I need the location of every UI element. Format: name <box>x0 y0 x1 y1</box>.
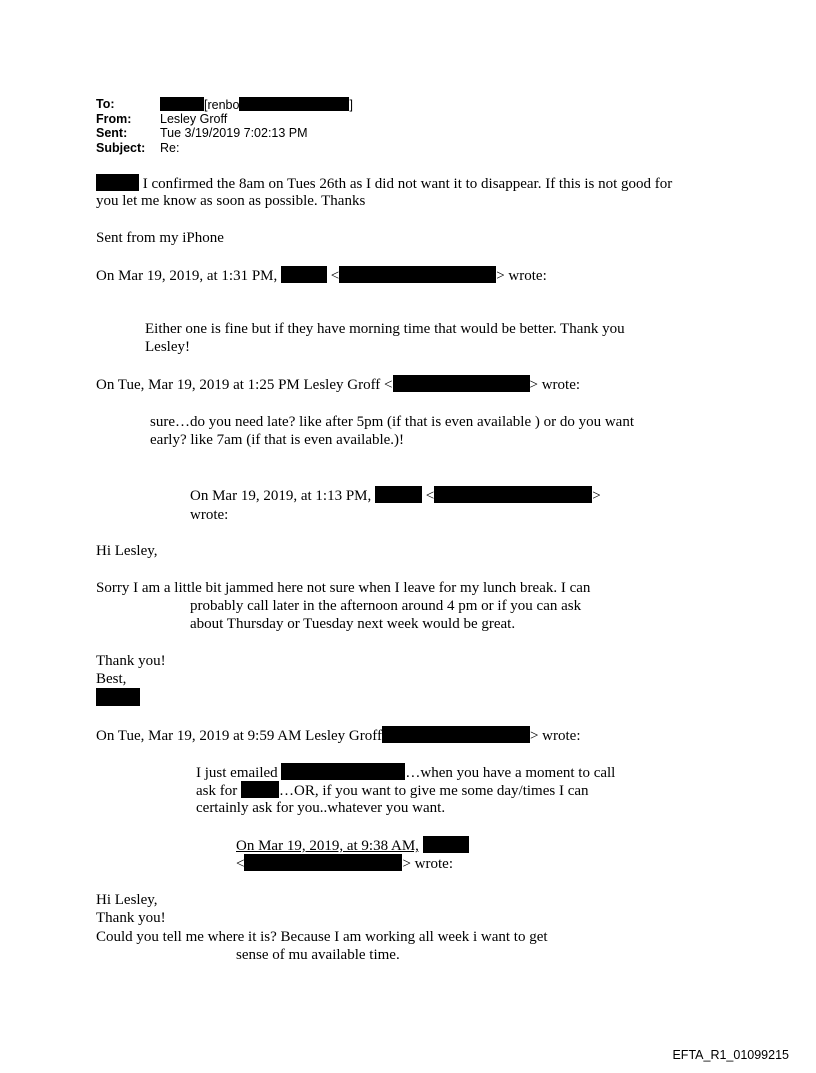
redaction <box>375 486 422 503</box>
redaction <box>239 97 349 111</box>
quote-header-2-suffix: > wrote: <box>529 377 581 393</box>
best: Best, <box>96 671 127 687</box>
to-row <box>96 97 353 112</box>
redaction <box>382 726 530 743</box>
sent-label: Sent: <box>96 126 128 140</box>
quote-header-4-suffix: > wrote: <box>529 728 581 744</box>
redaction <box>241 781 279 798</box>
sent-row <box>96 126 353 141</box>
quote-header-1-prefix: On Mar 19, 2019, at 1:31 PM, <box>96 268 278 284</box>
redaction <box>281 266 327 283</box>
bates-number: EFTA_R1_01099215 <box>672 1048 789 1062</box>
redaction <box>160 97 204 111</box>
sent-from-iphone: Sent from my iPhone <box>96 230 224 246</box>
emailed-line-1 <box>196 763 615 782</box>
quote-2-text-line-1: sure…do you need late? like after 5pm (if that is even available ) or do you want <box>150 414 634 430</box>
sorry-line-2: probably call later in the afternoon around 4 pm or if you can ask <box>190 598 582 614</box>
sorry-line-1: Sorry I am a little bit jammed here not sure when I leave for my lunch break. I can <box>96 580 591 596</box>
emailed-line-2-b: …OR, if you want to give me some day/times I can <box>279 783 589 799</box>
quote-header-2-prefix: On Tue, Mar 19, 2019 at 1:25 PM Lesley Groff < <box>96 377 393 393</box>
signature-redaction <box>96 688 140 711</box>
greeting-2: Hi Lesley, <box>96 892 158 908</box>
to-value-close: ] <box>349 98 353 112</box>
quote-header-3-wrote: wrote: <box>190 507 229 523</box>
quote-header-1-suffix: > wrote: <box>496 268 547 284</box>
from-label: From: <box>96 111 132 126</box>
quote-1-text-line-2: Lesley! <box>145 339 190 355</box>
emailed-line-2 <box>196 781 589 800</box>
redaction <box>434 486 592 503</box>
reply-text-1: I confirmed the 8am on Tues 26th as I did not want it to disappear. If this is not good for <box>142 176 673 192</box>
quote-header-1 <box>96 266 547 285</box>
sorry-line-3: about Thursday or Tuesday next week would be great. <box>190 616 516 632</box>
subject-value: Re: <box>160 140 180 155</box>
quote-header-4 <box>96 726 581 745</box>
thank-you-2: Thank you! <box>96 910 166 926</box>
quote-header-3-gt: > <box>592 488 601 504</box>
quote-header-1-lt: < <box>330 268 340 284</box>
quote-header-5 <box>236 836 469 855</box>
quote-header-4-prefix: On Tue, Mar 19, 2019 at 9:59 AM Lesley Groff <box>96 728 382 744</box>
greeting-1: Hi Lesley, <box>96 543 158 559</box>
redaction <box>96 688 140 706</box>
redaction <box>423 836 469 853</box>
email-header <box>96 97 353 155</box>
emailed-line-2-a: ask for <box>196 783 238 799</box>
emailed-line-1-a: I just emailed <box>196 765 278 781</box>
quote-header-3-lt: < <box>425 488 435 504</box>
sent-value: Tue 3/19/2019 7:02:13 PM <box>160 126 308 140</box>
final-line-2: sense of mu available time. <box>236 947 400 963</box>
final-line-1: Could you tell me where it is? Because I am working all week i want to get <box>96 929 548 945</box>
quote-header-3-prefix: On Mar 19, 2019, at 1:13 PM, <box>190 488 372 504</box>
reply-line-2: you let me know as soon as possible. Thanks <box>96 193 366 209</box>
quote-1-text-line-1: Either one is fine but if they have morning time that would be better. Thank you <box>145 321 625 337</box>
subject-row <box>96 141 353 156</box>
quote-header-5-address <box>236 854 453 873</box>
to-value-text: [renbo <box>204 98 240 112</box>
emailed-line-3: certainly ask for you..whatever you want. <box>196 800 446 816</box>
from-row <box>96 112 353 127</box>
to-value <box>160 97 353 112</box>
quote-header-5-lt: < <box>236 856 245 872</box>
redaction <box>281 763 405 780</box>
redaction <box>244 854 402 871</box>
quote-header-5-suffix: > wrote: <box>402 856 453 872</box>
quote-header-2 <box>96 375 580 394</box>
redaction <box>96 174 139 191</box>
quote-2-text-line-2: early? like 7am (if that is even available.)! <box>150 432 405 448</box>
thank-you-1: Thank you! <box>96 653 166 669</box>
redaction <box>393 375 530 392</box>
reply-line-1 <box>96 174 672 193</box>
emailed-line-1-b: …when you have a moment to call <box>405 765 616 781</box>
redaction <box>339 266 496 283</box>
from-value: Lesley Groff <box>160 111 228 126</box>
quote-header-5-prefix: On Mar 19, 2019, at 9:38 AM, <box>236 838 419 854</box>
quote-header-3 <box>190 486 601 505</box>
subject-label: Subject: <box>96 140 146 155</box>
to-label: To: <box>96 97 115 111</box>
